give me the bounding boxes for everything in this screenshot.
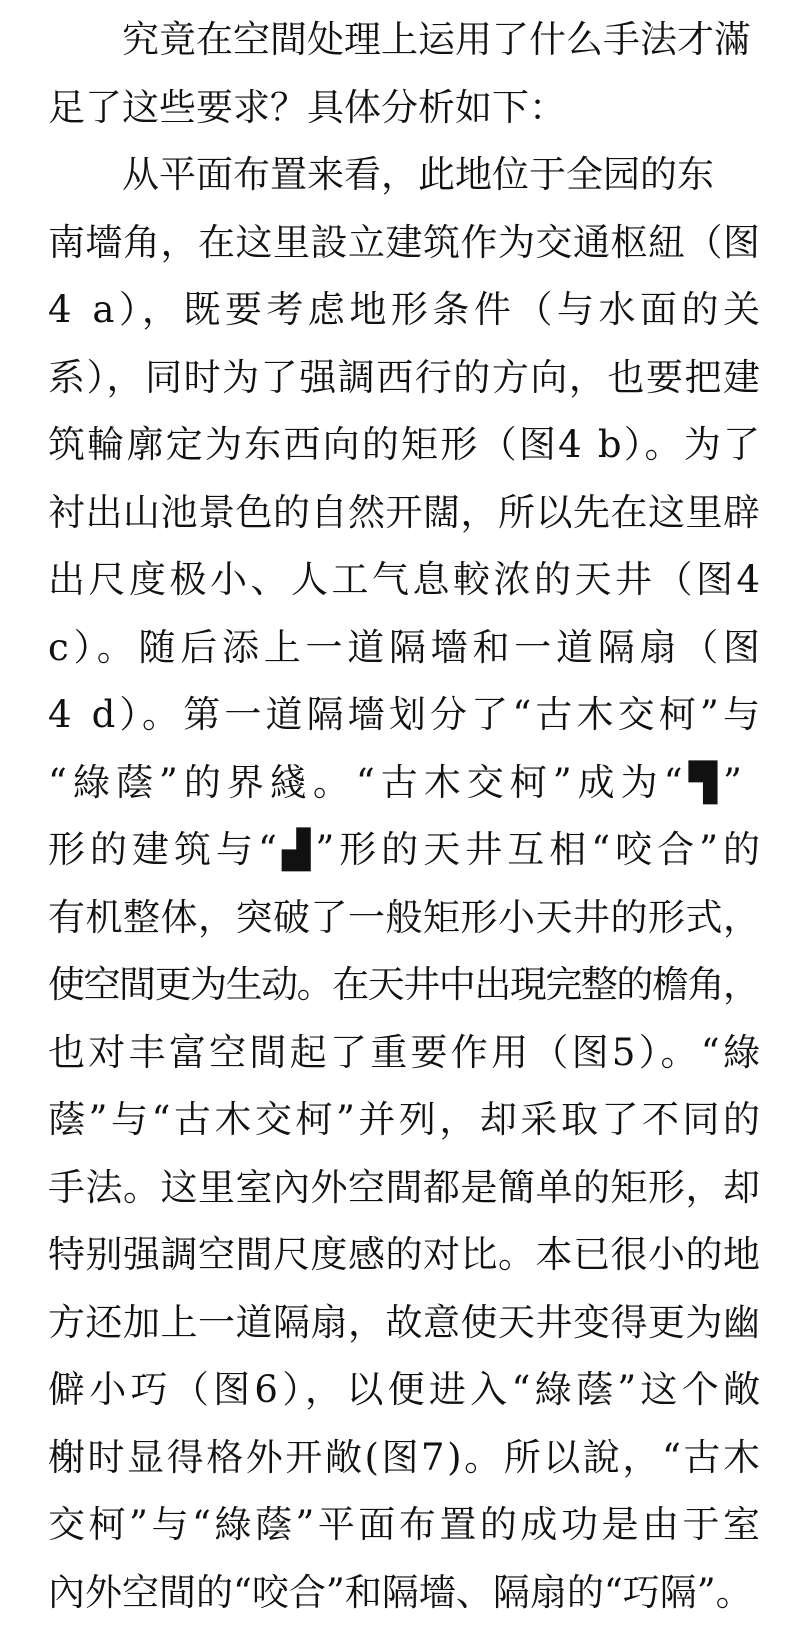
text-line-10: c）。随后添上一道隔墻和一道隔扇（图	[48, 614, 760, 682]
body-text	[48, 6, 760, 1626]
text-line-11: 4 d）。第一道隔墻划分了“古木交柯”与	[48, 681, 760, 749]
text-line-20: 方还加上一道隔扇，故意使天井变得更为幽	[48, 1289, 760, 1357]
text-line-22: 榭时显得格外开敞(图7)。所以說，“古木	[48, 1424, 760, 1492]
text-line-13: 形的建筑与“▟”形的天井互相“咬合”的	[48, 816, 760, 884]
text-line-4: 南墻角，在这里設立建筑作为交通枢紐（图	[48, 209, 760, 277]
text-line-17: 蔭”与“古木交柯”并列，却采取了不同的	[48, 1086, 760, 1154]
text-line-19: 特别强調空間尺度感的对比。本已很小的地	[48, 1221, 760, 1289]
text-line-5: 4 a），既要考虑地形条件（与水面的关	[48, 276, 760, 344]
text-line-23: 交柯”与“綠蔭”平面布置的成功是由于室	[48, 1491, 760, 1559]
text-line-9: 出尺度极小、人工气息較浓的天井（图4	[48, 546, 760, 614]
text-line-21: 僻小巧（图6），以便进入“綠蔭”这个敞	[48, 1356, 760, 1424]
text-line-7: 筑輪廓定为东西向的矩形（图4 b）。为了	[48, 411, 760, 479]
text-line-6: 系），同时为了强調西行的方向，也要把建	[48, 344, 760, 412]
text-line-2: 足了这些要求？具体分析如下：	[48, 74, 760, 142]
text-line-1: 究竟在空間处理上运用了什么手法才滿	[48, 6, 760, 74]
text-line-24: 內外空間的“咬合”和隔墻、隔扇的“巧隔”。	[48, 1559, 760, 1626]
text-line-18: 手法。这里室內外空間都是簡单的矩形，却	[48, 1154, 760, 1222]
text-line-14: 有机整体，突破了一般矩形小天井的形式，	[48, 884, 760, 952]
text-line-16: 也对丰富空間起了重要作用（图5）。“綠	[48, 1019, 760, 1087]
text-line-8: 衬出山池景色的自然开闊，所以先在这里辟	[48, 479, 760, 547]
text-line-15: 使空間更为生动。在天井中出現完整的檐角，	[48, 951, 760, 1019]
text-line-3: 从平面布置来看，此地位于全园的东	[48, 141, 760, 209]
text-line-12: “綠蔭”的界綫。“古木交柯”成为“▜”	[48, 749, 760, 817]
